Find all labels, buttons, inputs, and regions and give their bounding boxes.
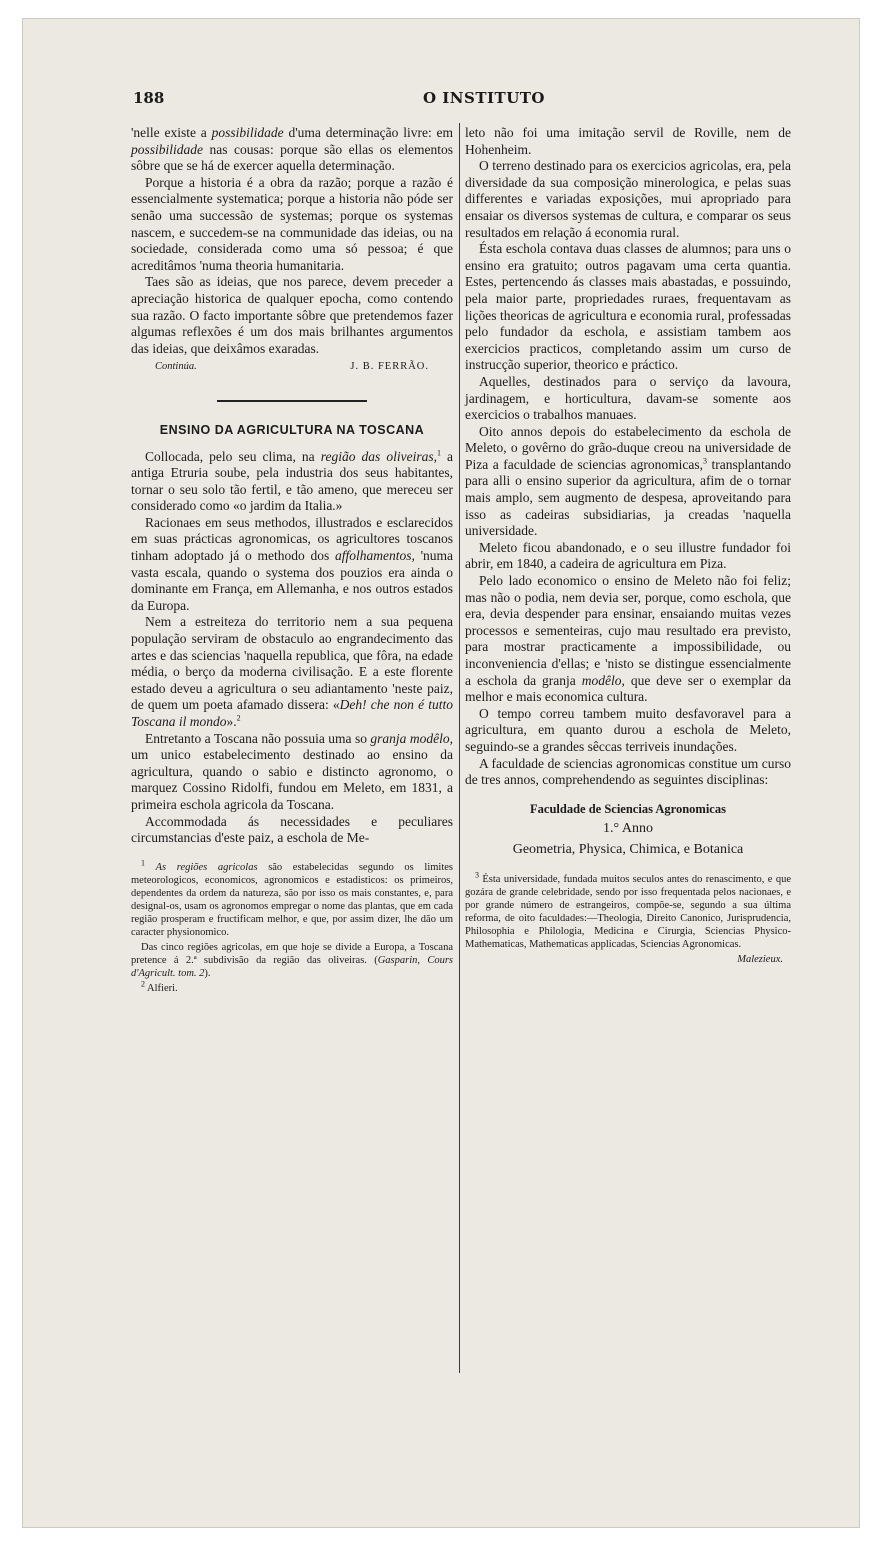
footnote (465, 870, 791, 951)
footnote-mark: 2 (141, 979, 145, 989)
emphasis: possibilidade (131, 141, 204, 157)
text-span: 'numa vasta escala, quando o systema dos pouzios era ainda o dominante em França, em Allemanha, e nos outros estados da Europa. (131, 548, 454, 613)
paragraph: Porque a historia é a obra da razão; porque a razão é essencialmente systematica; porque a historia não póde ser senão uma successão de systemas; porque os systemas nascem, e succedem-se na communidade das ideias, ou na sociedade, considerada como uma só pessoa; é que acreditâmos 'numa theoria humanitaria. (131, 174, 453, 273)
author-name: J. B. FERRÃO. (350, 361, 429, 373)
emphasis: affolhamentos, (334, 548, 415, 564)
footnotes-left (131, 858, 453, 995)
right-column (465, 125, 791, 966)
paragraph: leto não foi uma imitação servil de Roville, nem de Hohenheim. (465, 125, 791, 157)
text-span: d'uma determinação livre: em (288, 125, 454, 140)
paragraph (465, 573, 791, 706)
paragraph: Meleto ficou abandonado, e o seu illustre fundador foi abrir, em 1840, a cadeira de agricultura em Piza. (465, 539, 791, 572)
article-signature (131, 359, 453, 376)
faculty-heading: Faculdade de Sciencias Agronomicas (530, 801, 726, 816)
scanned-page (22, 18, 860, 1528)
emphasis: granja modêlo, (370, 730, 453, 746)
footnote (131, 858, 453, 939)
running-title: O INSTITUTO (423, 89, 545, 107)
footnote-ref: 1 (436, 448, 441, 457)
paragraph (131, 614, 453, 730)
paragraph (131, 731, 453, 814)
text-span: que deve ser o exemplar da melhor e mais economica cultura. (465, 672, 792, 705)
section-rule (217, 400, 367, 402)
text-span: Das cinco regiões agricolas, em que hoje se divide a Europa, a Toscana pretence á 2.ª subdivisão da região das oliveiras. ( (131, 941, 453, 966)
emphasis: Deh! che non é tutto Toscana il mondo (131, 697, 453, 729)
text-span: 'nelle existe a (131, 125, 207, 140)
text-span: são estabelecidas segundo os limites meteorologicos, economicos, agronomicos e estadisticos: os primeiros, dependentes da ordem da natureza, são por isso os mais constantes, e, para designal-os, usam os agronomos empregar o nome das plantas, que em cada região prosperam e fructificam melhor, e que, por assim dizer, lhe dão um caracter physionomico. (131, 861, 453, 938)
footnote (131, 941, 453, 980)
subjects-line: Geometria, Physica, Chimica, e Botanica (512, 841, 744, 857)
emphasis: As regiões agricolas (155, 861, 258, 873)
continua-note: Continúa. (155, 361, 197, 373)
paragraph (131, 449, 453, 515)
footnote-mark: 3 (475, 870, 479, 880)
footnote-mark: 1 (141, 858, 145, 868)
paragraph: Taes são as ideias, que nos parece, devem preceder a apreciação historica de qualquer epocha, como contendo sua razão. O facto importante sôbre que pretendemos fazer algumas reflexões é um dos mais brilhantes argumentos das ideias, que deixâmos exaradas. (131, 274, 453, 356)
text-span: Racionaes em seus methodos, illustrados e esclarecidos em suas prácticas agronomicas, os agricultores toscanos tinham adoptado já o methodo dos (131, 514, 453, 564)
section-title: ENSINO DA AGRICULTURA NA TOSCANA (159, 422, 425, 437)
text-span: Oito annos depois do estabelecimento da eschola de Meleto, o govêrno do grão-duque creou na universidade de Piza a faculdade de sciencias agronomicas, (465, 423, 791, 472)
intro-paragraph (131, 125, 453, 175)
footnote-ref: 3 (703, 456, 708, 466)
column-divider (459, 123, 460, 1373)
text-span: Nem a estreiteza do territorio nem a sua pequena população serviram de obstaculo ao engrandecimento das artes e das sciencias 'naquella republica, que fôra, na edade média, o berço da moderna civilisação. E a este florente estado deveu a agricultura o seu adiantamento 'neste paiz, de quem um poeta afamado dissera: « (131, 614, 453, 713)
footnote (131, 979, 453, 995)
emphasis: possibilidade (211, 125, 284, 140)
emphasis: região das oliveiras, (320, 448, 437, 464)
footnotes-right (465, 870, 791, 966)
paragraph (131, 515, 453, 615)
text-span: Ésta universidade, fundada muitos seculos antes do renascimento, e que gozára de grande celebridade, sendo por isso frequentada pelos nacionaes, e por grande número de estrangeiros, compõe-se, segundo a sua última reforma, de oito faculdades:—Theologia, Direito Canonico, Jurisprudencia, Philosophia e Philologia, Medicina e Cirurgia, Sciencias Physico-Mathematicas, Mathematicas applicadas, Sciencias Agronomicas. (465, 873, 791, 950)
emphasis: modêlo, (581, 672, 625, 688)
page-header (133, 89, 823, 113)
page-number: 188 (133, 89, 165, 107)
text-span: a antiga Etruria soube, pela industria dos seus habitantes, tornar o seu solo tão fertil, e tão ameno, que mereceu ser considerado como «o jardim da Italia.» (131, 448, 454, 514)
paragraph: Aquelles, destinados para o serviço da lavoura, jardinagem, e horticultura, davam-se somente aos exercicios o trabalhos manuaes. (465, 373, 791, 423)
emphasis: Gasparin, Cours d'Agricult. tom. 2 (131, 954, 453, 979)
paragraph: O tempo correu tambem muito desfavoravel para a agricultura, em quanto durou a eschola de Meleto, seguindo-se a grandes sêccas terriveis inundações. (465, 705, 791, 754)
text-span: nas cousas: porque são ellas os elementos sôbre que se há de exercer aquella determinação. (131, 141, 453, 174)
footnote-attribution: Malezieux. (737, 953, 783, 965)
text-span: um unico estabelecimento destinado ao ensino da agricultura, quando o sabio e distincto agronomo, o marquez Cossino Ridolfi, fundou em Meleto, em 1831, a primeira eschola agricola da Toscana. (131, 747, 453, 812)
footnote-ref: 2 (236, 713, 241, 723)
text-span: Pelo lado economico o ensino de Meleto não foi feliz; mas não o podia, nem devia ser, porque, como eschola, que era, devia despender para ensinar, ensaiando muitas vezes processos e sementeiras, cujo mau resultado era previsto, para mostrar practicamente a impossibilidade, ou inconveniencia d'ellas; e 'nisto se distingue essencialmente a eschola da granja (465, 573, 791, 688)
paragraph: Accommodada ás necessidades e peculiares circumstancias d'este paiz, a eschola de Me- (131, 813, 453, 846)
text-span: transplantando para alli o ensino superior da agricultura, afim de o tornar mais amplo, sem augmento de despesa, aproveitando para isso as cadeiras subsidiarias, ja creadas 'naquella universidade. (465, 456, 791, 539)
paragraph (465, 424, 791, 540)
text-span: Entretanto a Toscana não possuia uma so (145, 730, 367, 746)
paragraph: Ésta eschola contava duas classes de alumnos; para uns o ensino era gratuito; outros pagavam uma certa quantia. Estes, pertencendo ás classes mais abastadas, e possuindo, pela maior parte, propriedades ruraes, frequentavam as lições theoricas de agricultura e economia rural, professadas pelo fundador da eschola, e assistiam tambem aos exercicios practicos, completando assim um curso de instrucção superior, theorico e práctico. (465, 241, 791, 373)
text-span: ». (226, 714, 237, 729)
paragraph: A faculdade de sciencias agronomicas constitue um curso de tres annos, comprehendendo as seguintes disciplinas: (465, 755, 791, 788)
text-span: Collocada, pelo seu clima, na (145, 448, 315, 464)
paragraph: O terreno destinado para os exercicios agricolas, era, pela diversidade da sua composição minerologica, e pelas suas differentes e variadas exposições, mui apropriado para ensaiar os diversos systemas de cultura, e comparar os seus resultados em relação á economia rural. (465, 158, 791, 240)
left-column (131, 125, 453, 997)
text-span: Alfieri. (147, 982, 178, 994)
text-span: ). (204, 967, 211, 979)
year-heading: 1.° Anno (603, 821, 653, 837)
